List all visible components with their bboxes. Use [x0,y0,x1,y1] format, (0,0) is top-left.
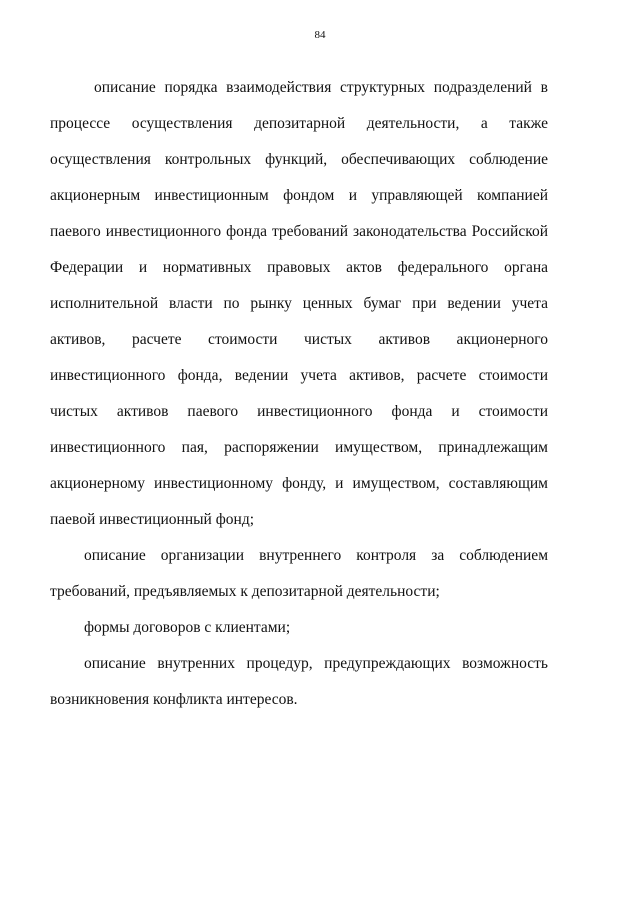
text-line: паевой инвестиционный фонд; [50,511,255,528]
document-body [50,76,548,724]
text-line: требований, предъявляемых к депозитарной деятельности; [50,583,440,600]
text-line: чистых активов паевого инвестиционного фонда и стоимости [50,403,548,420]
text-line: исполнительной власти по рынку ценных бумаг при ведении учета [50,295,548,312]
text-line: активов, расчете стоимости чистых активов акционерного [50,331,548,348]
text-line: возникновения конфликта интересов. [50,691,298,708]
text-line: акционерным инвестиционным фондом и управляющей компанией [50,187,548,204]
text-line: описание организации внутреннего контроля за соблюдением [84,547,548,564]
text-line: формы договоров с клиентами; [84,619,291,636]
text-line: инвестиционного фонда, ведении учета активов, расчете стоимости [50,367,548,384]
text-line: акционерному инвестиционному фонду, и имуществом, составляющим [50,475,548,492]
page-number: 84 [314,29,326,41]
text-line: осуществления контрольных функций, обеспечивающих соблюдение [50,151,548,168]
text-line: Федерации и нормативных правовых актов федерального органа [50,259,548,276]
text-line: описание внутренних процедур, предупреждающих возможность [84,655,548,672]
text-line: описание порядка взаимодействия структурных подразделений в [94,79,548,96]
text-line: процессе осуществления депозитарной деятельности, а также [50,115,548,132]
text-line: инвестиционного пая, распоряжении имуществом, принадлежащим [50,439,548,456]
text-line: паевого инвестиционного фонда требований законодательства Российской [50,223,548,240]
